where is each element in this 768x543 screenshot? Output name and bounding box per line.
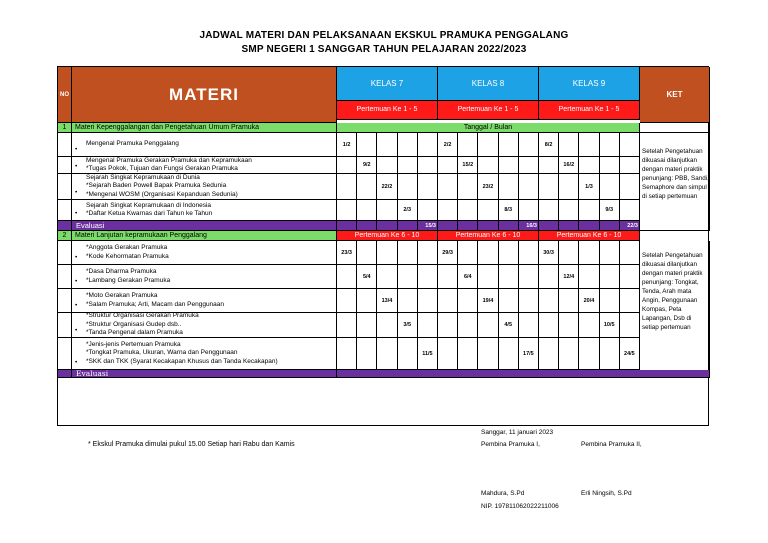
empty-cell xyxy=(579,313,599,338)
date-cell: 5/4 xyxy=(357,265,377,289)
empty-cell xyxy=(600,157,620,174)
empty-cell xyxy=(418,289,438,313)
empty-cell xyxy=(620,157,640,174)
empty-cell xyxy=(539,313,559,338)
empty-cell xyxy=(337,338,357,370)
empty-cell xyxy=(458,174,478,200)
materi-row xyxy=(72,133,337,157)
date-cell: 9/2 xyxy=(357,157,377,174)
empty-cell xyxy=(499,174,519,200)
row-number xyxy=(58,174,72,200)
materi-line: *Lambang Gerakan Pramuka xyxy=(86,276,171,284)
pembina-2-label: Pembina Pramuka II, xyxy=(581,441,642,448)
empty-cell xyxy=(600,338,620,370)
empty-cell xyxy=(620,200,640,221)
empty-cell xyxy=(620,313,640,338)
empty-cell xyxy=(519,241,539,265)
empty-cell xyxy=(539,157,559,174)
evaluasi-label: Evaluasi xyxy=(72,370,337,378)
eval-empty-cell xyxy=(377,221,397,231)
eval-date-cell: 22/3 xyxy=(620,221,640,231)
empty-cell xyxy=(438,313,458,338)
eval-date-cell: 16/3 xyxy=(519,221,539,231)
empty-cell xyxy=(539,174,559,200)
empty-cell xyxy=(579,241,599,265)
empty-cell xyxy=(559,338,579,370)
empty-cell xyxy=(620,289,640,313)
empty-cell xyxy=(398,289,418,313)
evaluasi-number xyxy=(58,370,72,378)
empty-cell xyxy=(377,265,397,289)
empty-cell xyxy=(418,241,438,265)
empty-cell xyxy=(519,265,539,289)
schedule-table xyxy=(57,66,709,426)
date-cell: 11/5 xyxy=(418,338,438,370)
bullet-icon: • xyxy=(75,188,78,196)
empty-cell xyxy=(438,157,458,174)
evaluasi-fill xyxy=(337,370,710,378)
empty-cell xyxy=(398,265,418,289)
row-number xyxy=(58,200,72,221)
materi-row xyxy=(72,157,337,174)
kelas-7-header: KELAS 7 xyxy=(337,67,438,101)
empty-cell xyxy=(539,200,559,221)
eval-empty-cell xyxy=(337,221,357,231)
row-number xyxy=(58,241,72,265)
empty-cell xyxy=(377,133,397,157)
date-cell: 2/2 xyxy=(438,133,458,157)
bullet-icon: • xyxy=(75,326,78,334)
empty-cell xyxy=(357,289,377,313)
empty-cell xyxy=(559,133,579,157)
materi-line: *SKK dan TKK (Syarat Kecakapan Khusus dan Tanda Kecakapan) xyxy=(86,357,278,365)
row-number xyxy=(58,157,72,174)
section-1-number: 1 xyxy=(58,123,72,133)
empty-cell xyxy=(579,265,599,289)
section-2-title: Materi Lanjutan kepramukaan Penggalang xyxy=(72,231,337,241)
date-cell: 1/3 xyxy=(579,174,599,200)
empty-cell xyxy=(337,313,357,338)
empty-cell xyxy=(620,174,640,200)
empty-cell xyxy=(418,133,438,157)
empty-cell xyxy=(579,200,599,221)
empty-cell xyxy=(337,174,357,200)
materi-line: Sejarah Singkat Kepramukaan di Dunia xyxy=(86,174,200,181)
date-cell: 20/4 xyxy=(579,289,599,313)
materi-line: *Struktur Organisasi Gudep dsb.. xyxy=(86,320,182,328)
eval-empty-cell xyxy=(559,221,579,231)
date-cell: 10/5 xyxy=(600,313,620,338)
row-number xyxy=(58,265,72,289)
row-number xyxy=(58,289,72,313)
empty-cell xyxy=(337,157,357,174)
empty-cell xyxy=(357,174,377,200)
section-1-title: Materi Kepenggalangan dan Pengetahuan Umum Pramuka xyxy=(72,123,337,133)
eval-empty-cell xyxy=(579,221,599,231)
pembina-1-nip: NIP. 197811062022211006 xyxy=(481,503,559,510)
empty-cell xyxy=(519,313,539,338)
materi-row xyxy=(72,265,337,289)
ket-header: KET xyxy=(640,67,710,123)
materi-row xyxy=(72,241,337,265)
date-cell: 19/4 xyxy=(478,289,498,313)
date-cell: 24/5 xyxy=(620,338,640,370)
date-cell: 8/2 xyxy=(539,133,559,157)
empty-cell xyxy=(559,289,579,313)
empty-cell xyxy=(377,241,397,265)
materi-line: *Salam Pramuka; Arti, Macam dan Penggunaan xyxy=(86,300,225,308)
empty-cell xyxy=(458,289,478,313)
empty-cell xyxy=(418,200,438,221)
empty-cell xyxy=(398,133,418,157)
empty-cell xyxy=(519,174,539,200)
empty-cell xyxy=(539,289,559,313)
date-cell: 15/2 xyxy=(458,157,478,174)
row-number xyxy=(58,133,72,157)
materi-line: Mengenal Pramuka Penggalang xyxy=(86,140,179,148)
empty-cell xyxy=(418,157,438,174)
empty-cell xyxy=(478,241,498,265)
materi-line: Mengenal Pramuka Gerakan Pramuka dan Kepramukaan xyxy=(86,157,252,164)
eval-empty-cell xyxy=(600,221,620,231)
empty-cell xyxy=(438,265,458,289)
bullet-icon: • xyxy=(75,209,78,217)
materi-line: *Struktur Organisasi Gerakan Pramuka xyxy=(86,313,199,320)
eval-empty-cell xyxy=(539,221,559,231)
empty-cell xyxy=(559,174,579,200)
eval-empty-cell xyxy=(499,221,519,231)
ket-note-2: Setelah Pengetahuan dikuasai dilanjutkan dengan materi praktik penunjang: Tongkat, Tenda, Arah mata Angin, Penggunaan Kompas, Peta Lapangan, Dsb di setiap pertemuan xyxy=(640,241,710,378)
kelas-9-header: KELAS 9 xyxy=(539,67,640,101)
empty-cell xyxy=(499,338,519,370)
schedule-note: * Ekskul Pramuka dimulai pukul 15.00 Setiap hari Rabu dan Kamis xyxy=(88,441,295,448)
empty-cell xyxy=(418,313,438,338)
pertemuan-6-10-header: Pertemuan Ke 6 - 10 xyxy=(438,231,539,241)
empty-cell xyxy=(337,289,357,313)
empty-cell xyxy=(357,313,377,338)
empty-cell xyxy=(418,174,438,200)
eval-empty-cell xyxy=(438,221,458,231)
empty-cell xyxy=(559,313,579,338)
date-cell: 22/2 xyxy=(377,174,397,200)
date-cell: 13/4 xyxy=(377,289,397,313)
empty-cell xyxy=(539,338,559,370)
empty-cell xyxy=(458,338,478,370)
empty-cell xyxy=(418,265,438,289)
pembina-2-name: Erli Ningsih, S.Pd xyxy=(581,490,632,497)
empty-cell xyxy=(519,200,539,221)
empty-cell xyxy=(357,200,377,221)
materi-row xyxy=(72,338,337,370)
empty-cell xyxy=(620,241,640,265)
date-cell: 17/5 xyxy=(519,338,539,370)
empty-cell xyxy=(398,157,418,174)
empty-cell xyxy=(458,241,478,265)
empty-cell xyxy=(559,200,579,221)
empty-cell xyxy=(438,200,458,221)
pertemuan-1-5-header: Pertemuan Ke 1 - 5 xyxy=(539,101,640,120)
materi-row xyxy=(72,313,337,338)
empty-cell xyxy=(377,313,397,338)
date-cell: 2/3 xyxy=(398,200,418,221)
section-2-number: 2 xyxy=(58,231,72,241)
materi-header: MATERI xyxy=(72,67,337,123)
date-cell: 16/2 xyxy=(559,157,579,174)
empty-cell xyxy=(357,133,377,157)
date-cell: 8/3 xyxy=(499,200,519,221)
materi-line: *Dasa Dharma Pramuka xyxy=(86,268,157,275)
materi-row xyxy=(72,289,337,313)
ket-note-1: Setelah Pengetahuan dikuasai dilanjutkan dengan materi praktik penunjang: PBB, Sandi, Semaphore dan simpul di setiap pertemuan xyxy=(640,133,710,231)
bullet-icon: • xyxy=(75,277,78,285)
no-header: NO xyxy=(58,67,72,123)
empty-cell xyxy=(337,265,357,289)
empty-cell xyxy=(438,338,458,370)
eval-empty-cell xyxy=(478,221,498,231)
date-cell: 30/3 xyxy=(539,241,559,265)
ket-spacer xyxy=(640,123,710,133)
date-cell: 29/3 xyxy=(438,241,458,265)
empty-cell xyxy=(620,265,640,289)
materi-line: *Tugas Pokok, Tujuan dan Fungsi Gerakan Pramuka xyxy=(86,165,238,172)
empty-cell xyxy=(499,265,519,289)
empty-cell xyxy=(478,338,498,370)
materi-line: *Anggota Gerakan Pramuka xyxy=(86,244,168,251)
empty-cell xyxy=(559,241,579,265)
kelas-8-header: KELAS 8 xyxy=(438,67,539,101)
empty-cell xyxy=(438,289,458,313)
empty-cell xyxy=(478,313,498,338)
empty-cell xyxy=(458,313,478,338)
empty-cell xyxy=(600,265,620,289)
materi-line: Sejarah Singkat Kepramukaan di Indonesia xyxy=(86,201,212,209)
pembina-1-name: Mahdura, S.Pd xyxy=(481,490,525,497)
empty-cell xyxy=(519,133,539,157)
empty-cell xyxy=(600,174,620,200)
tanggal-header: Tanggal / Bulan xyxy=(337,123,640,133)
bullet-icon: • xyxy=(75,145,78,153)
empty-cell xyxy=(377,157,397,174)
row-number xyxy=(58,313,72,338)
empty-cell xyxy=(377,200,397,221)
evaluasi-number xyxy=(58,221,72,231)
materi-line: *Tongkat Pramuka, Ukuran, Warna dan Penggunaan xyxy=(86,349,238,357)
materi-line: *Moto Gerakan Pramuka xyxy=(86,292,158,299)
bullet-icon: • xyxy=(75,253,78,261)
empty-cell xyxy=(398,338,418,370)
empty-cell xyxy=(357,338,377,370)
empty-cell xyxy=(398,241,418,265)
row-number xyxy=(58,338,72,370)
empty-cell xyxy=(478,265,498,289)
date-cell: 3/5 xyxy=(398,313,418,338)
eval-date-cell: 15/3 xyxy=(418,221,438,231)
date-cell: 23/2 xyxy=(478,174,498,200)
empty-cell xyxy=(458,133,478,157)
date-cell: 12/4 xyxy=(559,265,579,289)
date-cell: 6/4 xyxy=(458,265,478,289)
date-cell: 23/3 xyxy=(337,241,357,265)
materi-line: *Daftar Ketua Kwarnas dari Tahun ke Tahun xyxy=(86,210,213,217)
empty-cell xyxy=(357,241,377,265)
materi-line: *Kode Kehormatan Pramuka xyxy=(86,252,169,260)
empty-cell xyxy=(600,241,620,265)
document-title: JADWAL MATERI DAN PELAKSANAAN EKSKUL PRAMUKA PENGGALANG xyxy=(199,30,569,41)
place-date: Sanggar, 11 januari 2023 xyxy=(481,429,554,436)
empty-cell xyxy=(499,241,519,265)
materi-line: *Jenis-jenis Pertemuan Pramuka xyxy=(86,340,181,348)
empty-cell xyxy=(499,157,519,174)
empty-cell xyxy=(499,133,519,157)
materi-line: *Mengenal WOSM (Organisasi Kepanduan Sedunia) xyxy=(86,190,238,198)
pembina-1-label: Pembina Pramuka I, xyxy=(481,441,540,448)
bullet-icon: • xyxy=(75,358,78,366)
date-cell: 9/3 xyxy=(600,200,620,221)
empty-cell xyxy=(377,338,397,370)
bullet-icon: • xyxy=(75,162,78,170)
empty-cell xyxy=(337,200,357,221)
materi-line: *Sejarah Baden Powell Bapak Pramuka Sedunia xyxy=(86,182,227,190)
materi-row xyxy=(72,200,337,221)
empty-cell xyxy=(600,133,620,157)
eval-empty-cell xyxy=(458,221,478,231)
empty-cell xyxy=(458,200,478,221)
eval-empty-cell xyxy=(398,221,418,231)
empty-cell xyxy=(579,338,599,370)
pertemuan-1-5-header: Pertemuan Ke 1 - 5 xyxy=(438,101,539,120)
pertemuan-6-10-header: Pertemuan Ke 6 - 10 xyxy=(539,231,640,241)
evaluasi-label: Evaluasi xyxy=(72,221,337,231)
empty-cell xyxy=(620,133,640,157)
empty-cell xyxy=(478,157,498,174)
empty-cell xyxy=(519,289,539,313)
empty-cell xyxy=(499,289,519,313)
empty-cell xyxy=(579,133,599,157)
document-subtitle: SMP NEGERI 1 SANGGAR TAHUN PELAJARAN 2022/2023 xyxy=(241,44,527,55)
pertemuan-1-5-header: Pertemuan Ke 1 - 5 xyxy=(337,101,438,120)
empty-cell xyxy=(579,157,599,174)
eval-empty-cell xyxy=(357,221,377,231)
date-cell: 1/2 xyxy=(337,133,357,157)
date-cell: 4/5 xyxy=(499,313,519,338)
empty-cell xyxy=(539,265,559,289)
empty-cell xyxy=(600,289,620,313)
empty-cell xyxy=(519,157,539,174)
materi-line: *Tanda Pengenal dalam Pramuka xyxy=(86,329,183,337)
materi-row xyxy=(72,174,337,200)
empty-cell xyxy=(398,174,418,200)
empty-cell xyxy=(438,174,458,200)
bullet-icon: • xyxy=(75,301,78,309)
empty-cell xyxy=(478,200,498,221)
empty-cell xyxy=(478,133,498,157)
pertemuan-6-10-header: Pertemuan Ke 6 - 10 xyxy=(337,231,438,241)
